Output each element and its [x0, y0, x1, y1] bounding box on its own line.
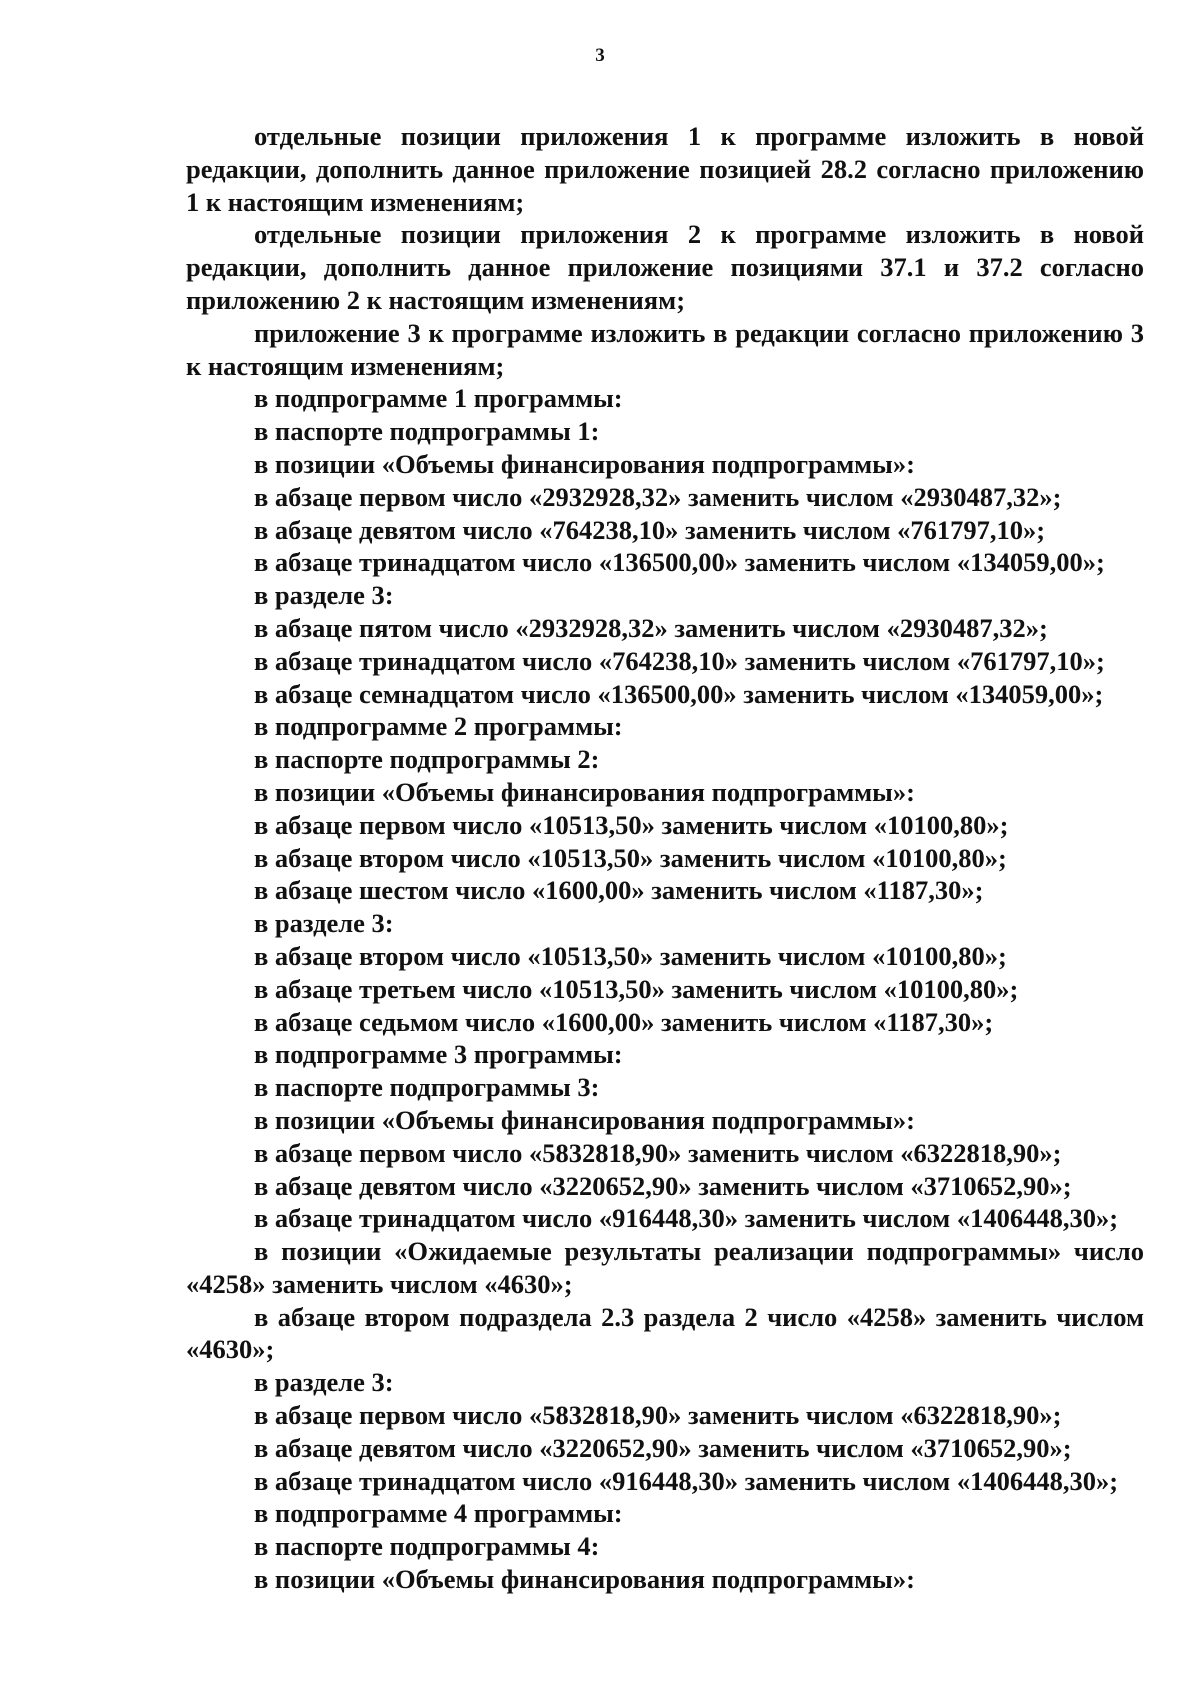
paragraph: отдельные позиции приложения 2 к программе изложить в новой редакции, дополнить данное приложение позициями 37.1 и 37.2 согласно приложению 2 к настоящим изменениям;: [186, 219, 1144, 315]
paragraph: в абзаце пятом число «2932928,32» заменить числом «2930487,32»;: [254, 612, 1048, 643]
paragraph: в абзаце шестом число «1600,00» заменить числом «1187,30»;: [254, 875, 984, 906]
paragraph: в позиции «Ожидаемые результаты реализации подпрограммы» число «4258» заменить числом «4630»;: [186, 1236, 1144, 1299]
document-body: [186, 120, 1144, 1596]
paragraph: в абзаце первом число «10513,50» заменить числом «10100,80»;: [254, 809, 1009, 840]
paragraph: в абзаце седьмом число «1600,00» заменить числом «1187,30»;: [254, 1006, 994, 1037]
paragraph: в подпрограмме 3 программы:: [254, 1039, 623, 1070]
page-number: 3: [595, 45, 605, 66]
paragraph: в абзаце третьем число «10513,50» заменить числом «10100,80»;: [254, 973, 1019, 1004]
paragraph: в абзаце девятом число «3220652,90» заменить числом «3710652,90»;: [254, 1432, 1072, 1463]
paragraph: в абзаце девятом число «3220652,90» заменить числом «3710652,90»;: [254, 1170, 1072, 1201]
paragraph: в паспорте подпрограммы 3:: [254, 1072, 600, 1103]
paragraph: в абзаце втором число «10513,50» заменить числом «10100,80»;: [254, 940, 1007, 971]
paragraph: в абзаце первом число «5832818,90» заменить числом «6322818,90»;: [254, 1137, 1062, 1168]
paragraph: в позиции «Объемы финансирования подпрограммы»:: [254, 1564, 915, 1595]
paragraph: в абзаце втором число «10513,50» заменить числом «10100,80»;: [254, 842, 1007, 873]
paragraph: в абзаце тринадцатом число «136500,00» заменить числом «134059,00»;: [254, 547, 1105, 578]
paragraph: в подпрограмме 2 программы:: [254, 711, 623, 742]
paragraph: в абзаце втором подраздела 2.3 раздела 2 число «4258» заменить числом «4630»;: [186, 1301, 1144, 1365]
paragraph: приложение 3 к программе изложить в редакции согласно приложению 3 к настоящим изменениям;: [186, 317, 1144, 381]
paragraph: в паспорте подпрограммы 4:: [254, 1531, 600, 1562]
paragraph: в подпрограмме 1 программы:: [254, 383, 623, 414]
paragraph: в абзаце первом число «2932928,32» заменить числом «2930487,32»;: [254, 481, 1062, 512]
paragraph: в паспорте подпрограммы 1:: [254, 416, 600, 447]
paragraph: в абзаце тринадцатом число «764238,10» заменить числом «761797,10»;: [254, 645, 1105, 676]
paragraph: в позиции «Объемы финансирования подпрограммы»:: [254, 776, 915, 807]
paragraph: в абзаце первом число «5832818,90» заменить числом «6322818,90»;: [254, 1400, 1062, 1431]
paragraph: в абзаце тринадцатом число «916448,30» заменить числом «1406448,30»;: [254, 1203, 1119, 1234]
paragraph: в абзаце тринадцатом число «916448,30» заменить числом «1406448,30»;: [254, 1465, 1119, 1496]
paragraph: в разделе 3:: [254, 580, 394, 611]
paragraph: в разделе 3:: [254, 1367, 394, 1398]
paragraph: в подпрограмме 4 программы:: [254, 1498, 623, 1529]
paragraph: в позиции «Объемы финансирования подпрограммы»:: [254, 1104, 915, 1135]
paragraph: в паспорте подпрограммы 2:: [254, 744, 600, 775]
paragraph: в абзаце семнадцатом число «136500,00» заменить числом «134059,00»;: [254, 678, 1104, 709]
paragraph: отдельные позиции приложения 1 к программе изложить в новой редакции, дополнить данное приложение позицией 28.2 согласно приложению 1 к настоящим изменениям;: [186, 121, 1144, 217]
paragraph: в абзаце девятом число «764238,10» заменить числом «761797,10»;: [254, 514, 1046, 545]
paragraph: в позиции «Объемы финансирования подпрограммы»:: [254, 448, 915, 479]
paragraph: в разделе 3:: [254, 908, 394, 939]
